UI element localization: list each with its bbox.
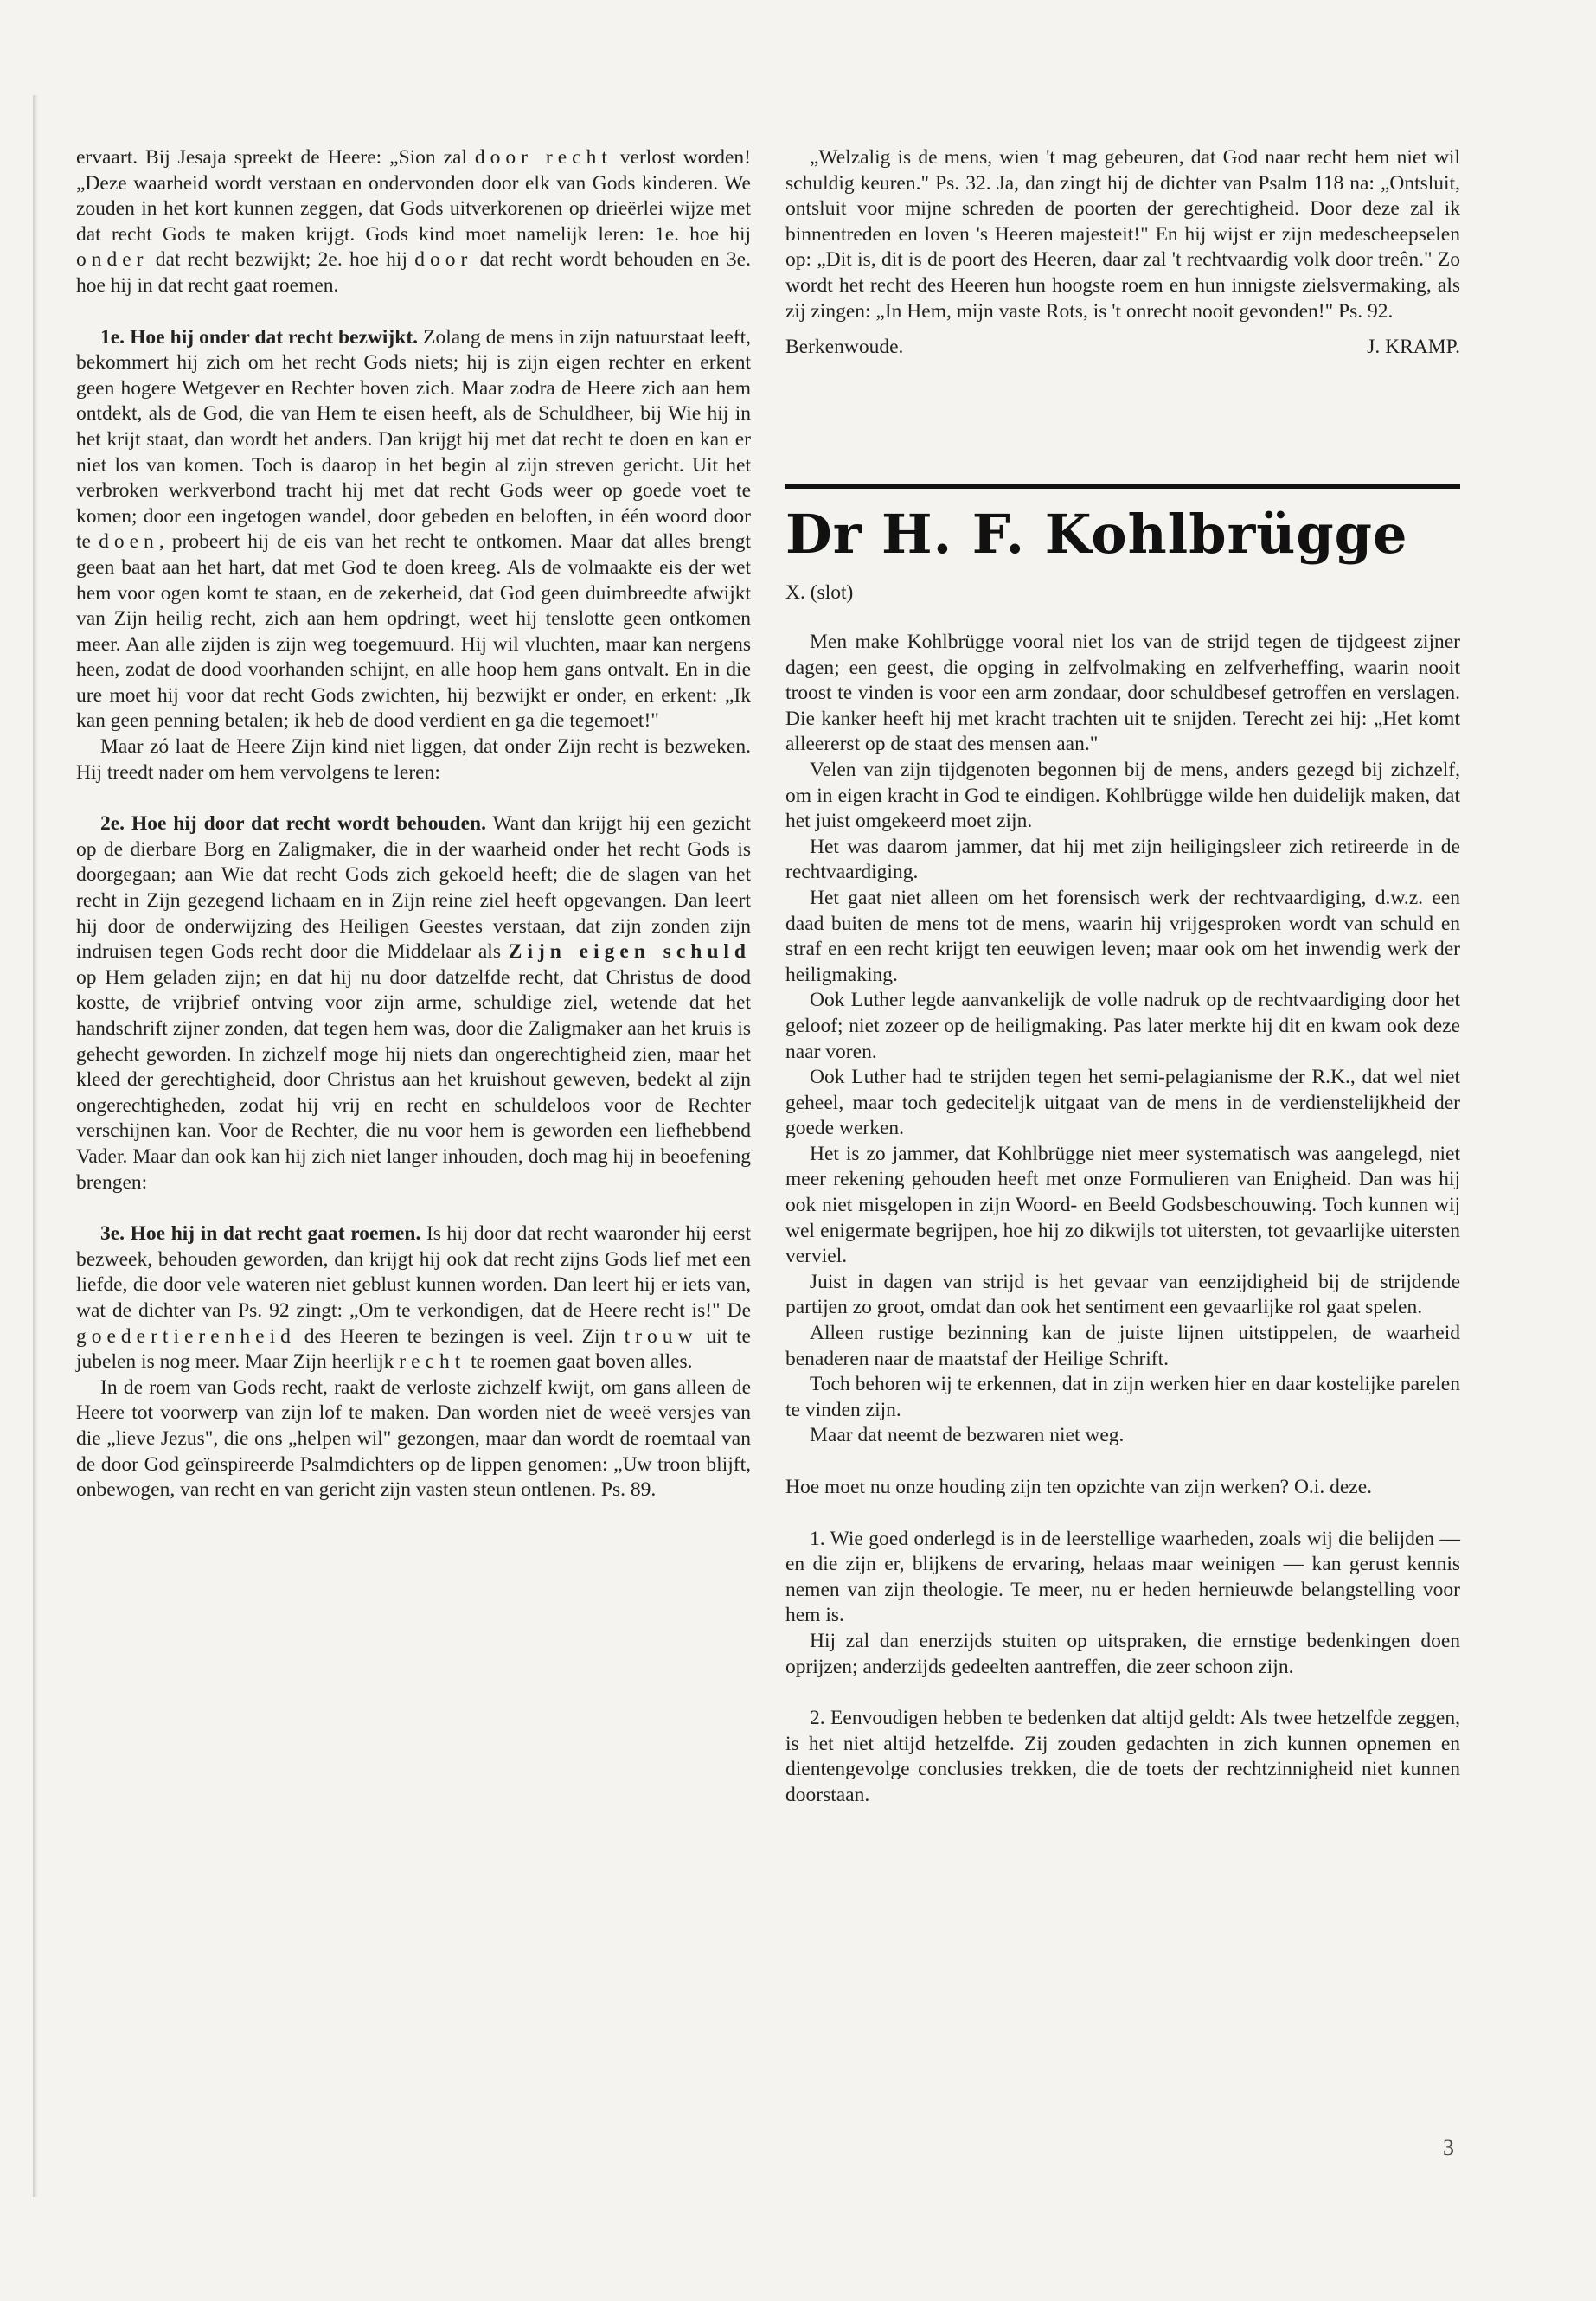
article-paragraph: Het gaat niet alleen om het forensisch werk der rechtvaardiging, d.w.z. een daad buiten de mens tot de mens, waarin hij vrijgesproken wordt van schuld en straf en een recht krijgt ten eeuwigen leven; maar ook om het inwendig werk der heiligmaking. (785, 886, 1460, 986)
section-2-heading: 2e. Hoe hij door dat recht wordt behouden. (100, 812, 486, 836)
article-paragraph: 1. Wie goed onderlegd is in de leerstellige waarheden, zoals wij die belijden — en die zijn er, blijkens de ervaring, helaas maar weinigen — kan gerust kennis nemen van zijn theologie. Te meer, nu er heden hernieuwde belangstelling voor hem is. (785, 1527, 1460, 1627)
article-paragraph: Toch behoren wij te erkennen, dat in zijn werken hier en daar kostelijke parelen te vinden zijn. (785, 1373, 1460, 1421)
intro-paragraph: ervaart. Bij Jesaja spreekt de Heere: „Sion zal door recht verlost worden! „Deze waarheid wordt verstaan en ondervonden door elk van Gods kinderen. We zouden in het kort kunnen zeggen, dat Gods uitverkorenen op drieërlei wijze met dat recht Gods te maken krijgt. Gods kind moet namelijk leren: 1e. hoe hij onder dat recht bezwijkt; 2e. hoe hij door dat recht wordt behouden en 3e. hoe hij in dat recht gaat roemen. (76, 146, 751, 297)
article-paragraph: Het was daarom jammer, dat hij met zijn heiligingsleer zich retireerde in de rechtvaardiging. (785, 835, 1460, 884)
article-paragraph: Ook Luther legde aanvankelijk de volle nadruk op de rechtvaardiging door het geloof; niet zozeer op de heiligmaking. Pas later merkte hij dit en kwam ook deze naar voren. (785, 989, 1460, 1063)
article-paragraph: Hij zal dan enerzijds stuiten op uitspraken, die ernstige bedenkingen doen oprijzen; anderzijds gedeelten aantreffen, die zeer schoon zijn. (785, 1629, 1460, 1678)
section-1-heading: 1e. Hoe hij onder dat recht bezwijkt. (100, 325, 419, 349)
article-paragraph: Velen van zijn tijdgenoten begonnen bij de mens, anders gezegd bij zichzelf, om in eigen kracht in God te eindigen. Kohlbrügge wilde hen duidelijk maken, dat het juist omgekeerd moet zijn. (785, 758, 1460, 833)
section-divider (785, 484, 1460, 489)
section-1-paragraph: 1e. Hoe hij onder dat recht bezwijkt. Zolang de mens in zijn natuurstaat leeft, bekommert hij zich om het recht Gods niets; hij is zijn eigen rechter en erkent geen hogere Wetgever en Rechter boven zich. Maar zodra de Heere zich aan hem ontdekt, als de God, die van Hem te eisen heeft, als de Schuldheer, bij Wie hij in het krijt staat, dan wordt het anders. Dan krijgt hij met dat recht te doen en kan er niet los van komen. Toch is daarop in het begin al zijn streven gericht. Uit het verbroken werkverbond tracht hij met dat recht Gods weer op goede voet te komen; door een ingetogen wandel, door gebeden en beloften, in één woord door te doen, probeert hij de eis van het recht te ontkomen. Maar dat alles brengt geen baat aan het hart, dat met God te doen kreeg. Als de volmaakte eis der wet hem voor ogen komt te staan, en de zekerheid, dat God geen duimbreedte afwijkt van Zijn heilig recht, zich aan hem opdringt, weet hij tenslotte geen ontkomen meer. Aan alle zijden is zijn weg toegemuurd. Hij wil vluchten, maar kan nergens heen, zodat de dood voorhanden schijnt, en alle hoop hem gans ontvalt. En in die ure moet hij voor dat recht Gods zwichten, hij bezwijkt er onder, en erkent: „Ik kan geen penning betalen; ik heb de dood verdient en ga die tegemoet!" (76, 325, 751, 733)
article-title: Dr H. F. Kohlbrügge (785, 503, 1408, 566)
article-paragraph: Juist in dagen van strijd is het gevaar van eenzijdigheid bij de strijdende partijen zo groot, omdat dan ook het sentiment een gevaarlijke rol gaat spelen. (785, 1270, 1460, 1319)
signature-author: J. KRAMP. (1367, 336, 1460, 359)
section-3-paragraph-2: In de roem van Gods recht, raakt de verloste zichzelf kwijt, om gans alleen de Heere tot voorwerp van zijn lof te maken. Dan worden niet de weeë versjes van die „lieve Jezus", die ons „helpen wil" gezongen, maar dan wordt de roemtaal van de door God geïnspireerde Psalmdichters op de lippen genomen: „Uw troon blijft, onbewogen, van recht en van gericht zijn vasten steun ontlenen. Ps. 89. (76, 1375, 751, 1502)
section-3-heading: 3e. Hoe hij in dat recht gaat roemen. (100, 1222, 421, 1246)
continued-paragraph: „Welzalig is de mens, wien 't mag gebeuren, dat God naar recht hem niet wil schuldig keuren." Ps. 32. Ja, dan zingt hij de dichter van Psalm 118 na: „Ontsluit, ontsluit voor mijne schreden de poorten der gerechtigheid. Door deze zal ik binnentreden en loven 's Heeren majesteit!" En hij wijst er zijn medescheepselen op: „Dit is, dit is de poort des Heeren, daar zal 't rechtvaardig volk door treên." Zo wordt het recht des Heeren hun hoogste roem en hun innigste zielsvermaking, als zij zingen: „In Hem, mijn vaste Rots, is 't onrecht nooit gevonden!" Ps. 92. (785, 146, 1460, 323)
article-paragraph: Maar dat neemt de bezwaren niet weg. (810, 1424, 1125, 1447)
section-1-paragraph-2: Maar zó laat de Heere Zijn kind niet liggen, dat onder Zijn recht is bezweken. Hij treedt nader om hem vervolgens te leren: (76, 735, 751, 784)
page-edge-shadow (33, 95, 38, 2197)
article-paragraph: Men make Kohlbrügge vooral niet los van de strijd tegen de tijdgeest zijner dagen; een geest, die opging in zelfvolmaking en zelfverheffing, waarin nooit troost te vinden is voor een arm zondaar, door schuldbesef getroffen en verslagen. Die kanker heeft hij met kracht trachten uit te snijden. Terecht zei hij: „Het komt alleererst op de staat des mensen aan." (785, 631, 1460, 756)
signature-line (785, 335, 1460, 361)
article-paragraph: Het is zo jammer, dat Kohlbrügge niet meer systematisch was aangelegd, niet meer rekening gehouden heeft met onze Formulieren van Enigheid. Dan was hij ook niet misgelopen in zijn Woord- en Beeld Godsbeschouwing. Toch kunnen wij wel enigermate begrijpen, hoe hij zo dikwijls tot uitersten, tot gevaarlijke uitersten verviel. (785, 1142, 1460, 1268)
section-3-paragraph: 3e. Hoe hij in dat recht gaat roemen. Is hij door dat recht waaronder hij eerst bezweek, behouden geworden, dan krijgt hij ook dat recht zijns Gods lief met een liefde, die door vele wateren niet geblust kunnen worden. Dan leert hij er iets van, wat de dichter van Ps. 92 zingt: „Om te verkondigen, dat de Heere recht is!" De goedertierenheid des Heeren te bezingen is veel. Zijn trouw uit te jubelen is nog meer. Maar Zijn heerlijk recht te roemen gaat boven alles. (76, 1222, 751, 1374)
article-subtitle: X. (slot) (785, 581, 854, 604)
article-paragraph: 2. Eenvoudigen hebben te bedenken dat altijd geldt: Als twee hetzelfde zeggen, is het niet altijd hetzelfde. Zij zouden gedachten in zich kunnen opnemen en dientengevolge conclusies trekken, die de toets der rechtzinnigheid niet kunnen doorstaan. (785, 1707, 1460, 1806)
right-column-article (785, 630, 1460, 1809)
article-paragraph: Ook Luther had te strijden tegen het semi-pelagianisme der R.K., dat wel niet geheel, maar toch gedeciteljk uitgaat van de mens in de verdienstelijkheid der goede werken. (785, 1066, 1460, 1140)
article-paragraph: Alleen rustige bezinning kan de juiste lijnen uitstippelen, de waarheid benaderen naar de maatstaf der Heilige Schrift. (785, 1322, 1460, 1370)
left-column (76, 145, 751, 1503)
article-paragraph: Hoe moet nu onze houding zijn ten opzichte van zijn werken? O.i. deze. (785, 1476, 1373, 1498)
page-number: 3 (1443, 2135, 1454, 2160)
right-column-top (785, 145, 1460, 361)
signature-place: Berkenwoude. (785, 336, 904, 359)
section-2-paragraph: 2e. Hoe hij door dat recht wordt behouden. Want dan krijgt hij een gezicht op de dierbare Borg en Zaligmaker, die in der waarheid onder het recht Gods is doorgegaan; aan Wie dat recht Gods zich gekoeld heeft; die de slagen van het recht in Zijn gezegend lichaam en in Zijn reine ziel heeft opgevangen. Dan leert hij door de onderwijzing des Heiligen Geestes verstaan, dat zijn zonden zijn indruisen tegen Gods recht door die Middelaar als Zijn eigen schuld op Hem geladen zijn; en dat hij nu door datzelfde recht, dat Christus de dood kostte, de vrijbrief ontving voor zijn arme, schuldige ziel, wetende dat het handschrift zijner zonden, dat tegen hem was, door die Zaligmaker aan het kruis is gehecht geworden. In zichzelf moge hij niets dan ongerechtigheid zien, maar het kleed der gerechtigheid, door Christus aan het kruishout geweven, bedekt al zijn ongerechtigheden, zodat hij vrij en recht en schuldeloos voor de Rechter verschijnen kan. Voor de Rechter, die nu voor hem is geworden een liefhebbend Vader. Maar dan ook kan hij zich niet langer inhouden, doch mag hij in beoefening brengen: (76, 812, 751, 1194)
